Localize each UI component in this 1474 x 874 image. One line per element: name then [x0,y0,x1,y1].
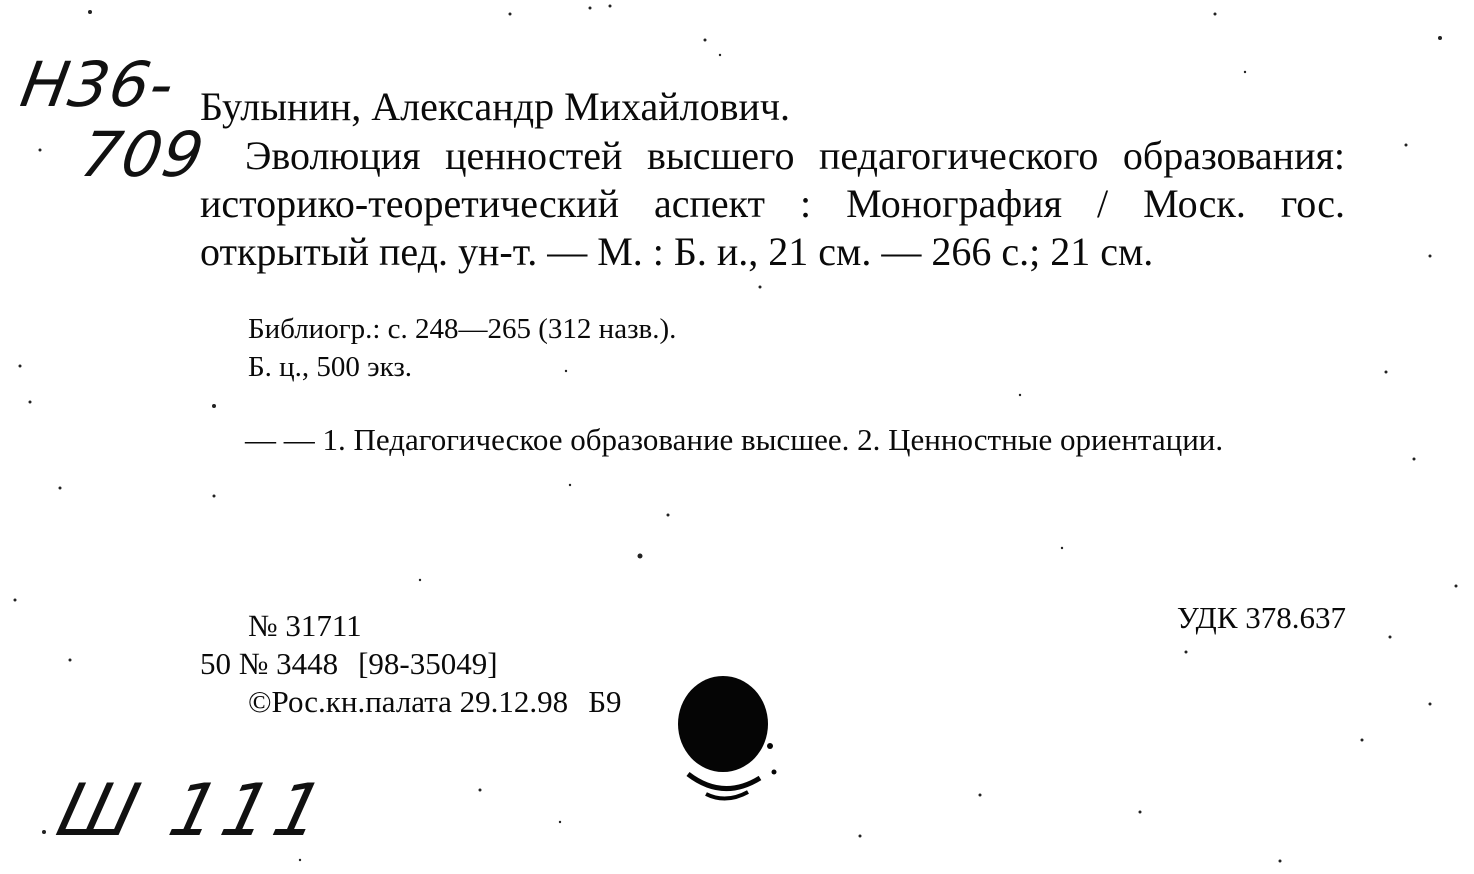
ink-blot-stamp [678,676,778,826]
handwritten-shelf-number: 709 [75,118,210,191]
price-circulation-note: Б. ц., 500 экз. [248,351,413,383]
copy-count: 50 [200,646,231,681]
title-statement: Эволюция ценностей высшего педагогического образования: историко-теоретический аспект : Монография / Моск. гос. открытый пед. ун-т. — М. : Б. и., 21 см. — 266 с.; 21 см. [200,133,1345,274]
author-heading: Булынин, Александр Михайлович. [200,84,791,129]
registration-reference: [98-35049] [358,646,498,681]
handwritten-shelf-mark: Н36- [15,48,181,121]
udk-classification: УДК 378.637 [1176,600,1346,635]
subject-headings: — — 1. Педагогическое образование высшее. 2. Ценностные ориентации. [245,422,1224,457]
record-number: № 31711 [248,608,362,643]
bibliography-note: Библиогр.: с. 248—265 (312 назв.). [248,313,677,345]
book-chamber-number: № 3448 [238,646,339,681]
book-chamber-line [200,646,498,682]
chamber-stamp-line [248,684,622,720]
handwritten-inventory-mark: Ш 111 [49,768,338,852]
chamber-code: Б9 [588,684,622,719]
chamber-date: ©Рос.кн.палата 29.12.98 [248,684,569,719]
